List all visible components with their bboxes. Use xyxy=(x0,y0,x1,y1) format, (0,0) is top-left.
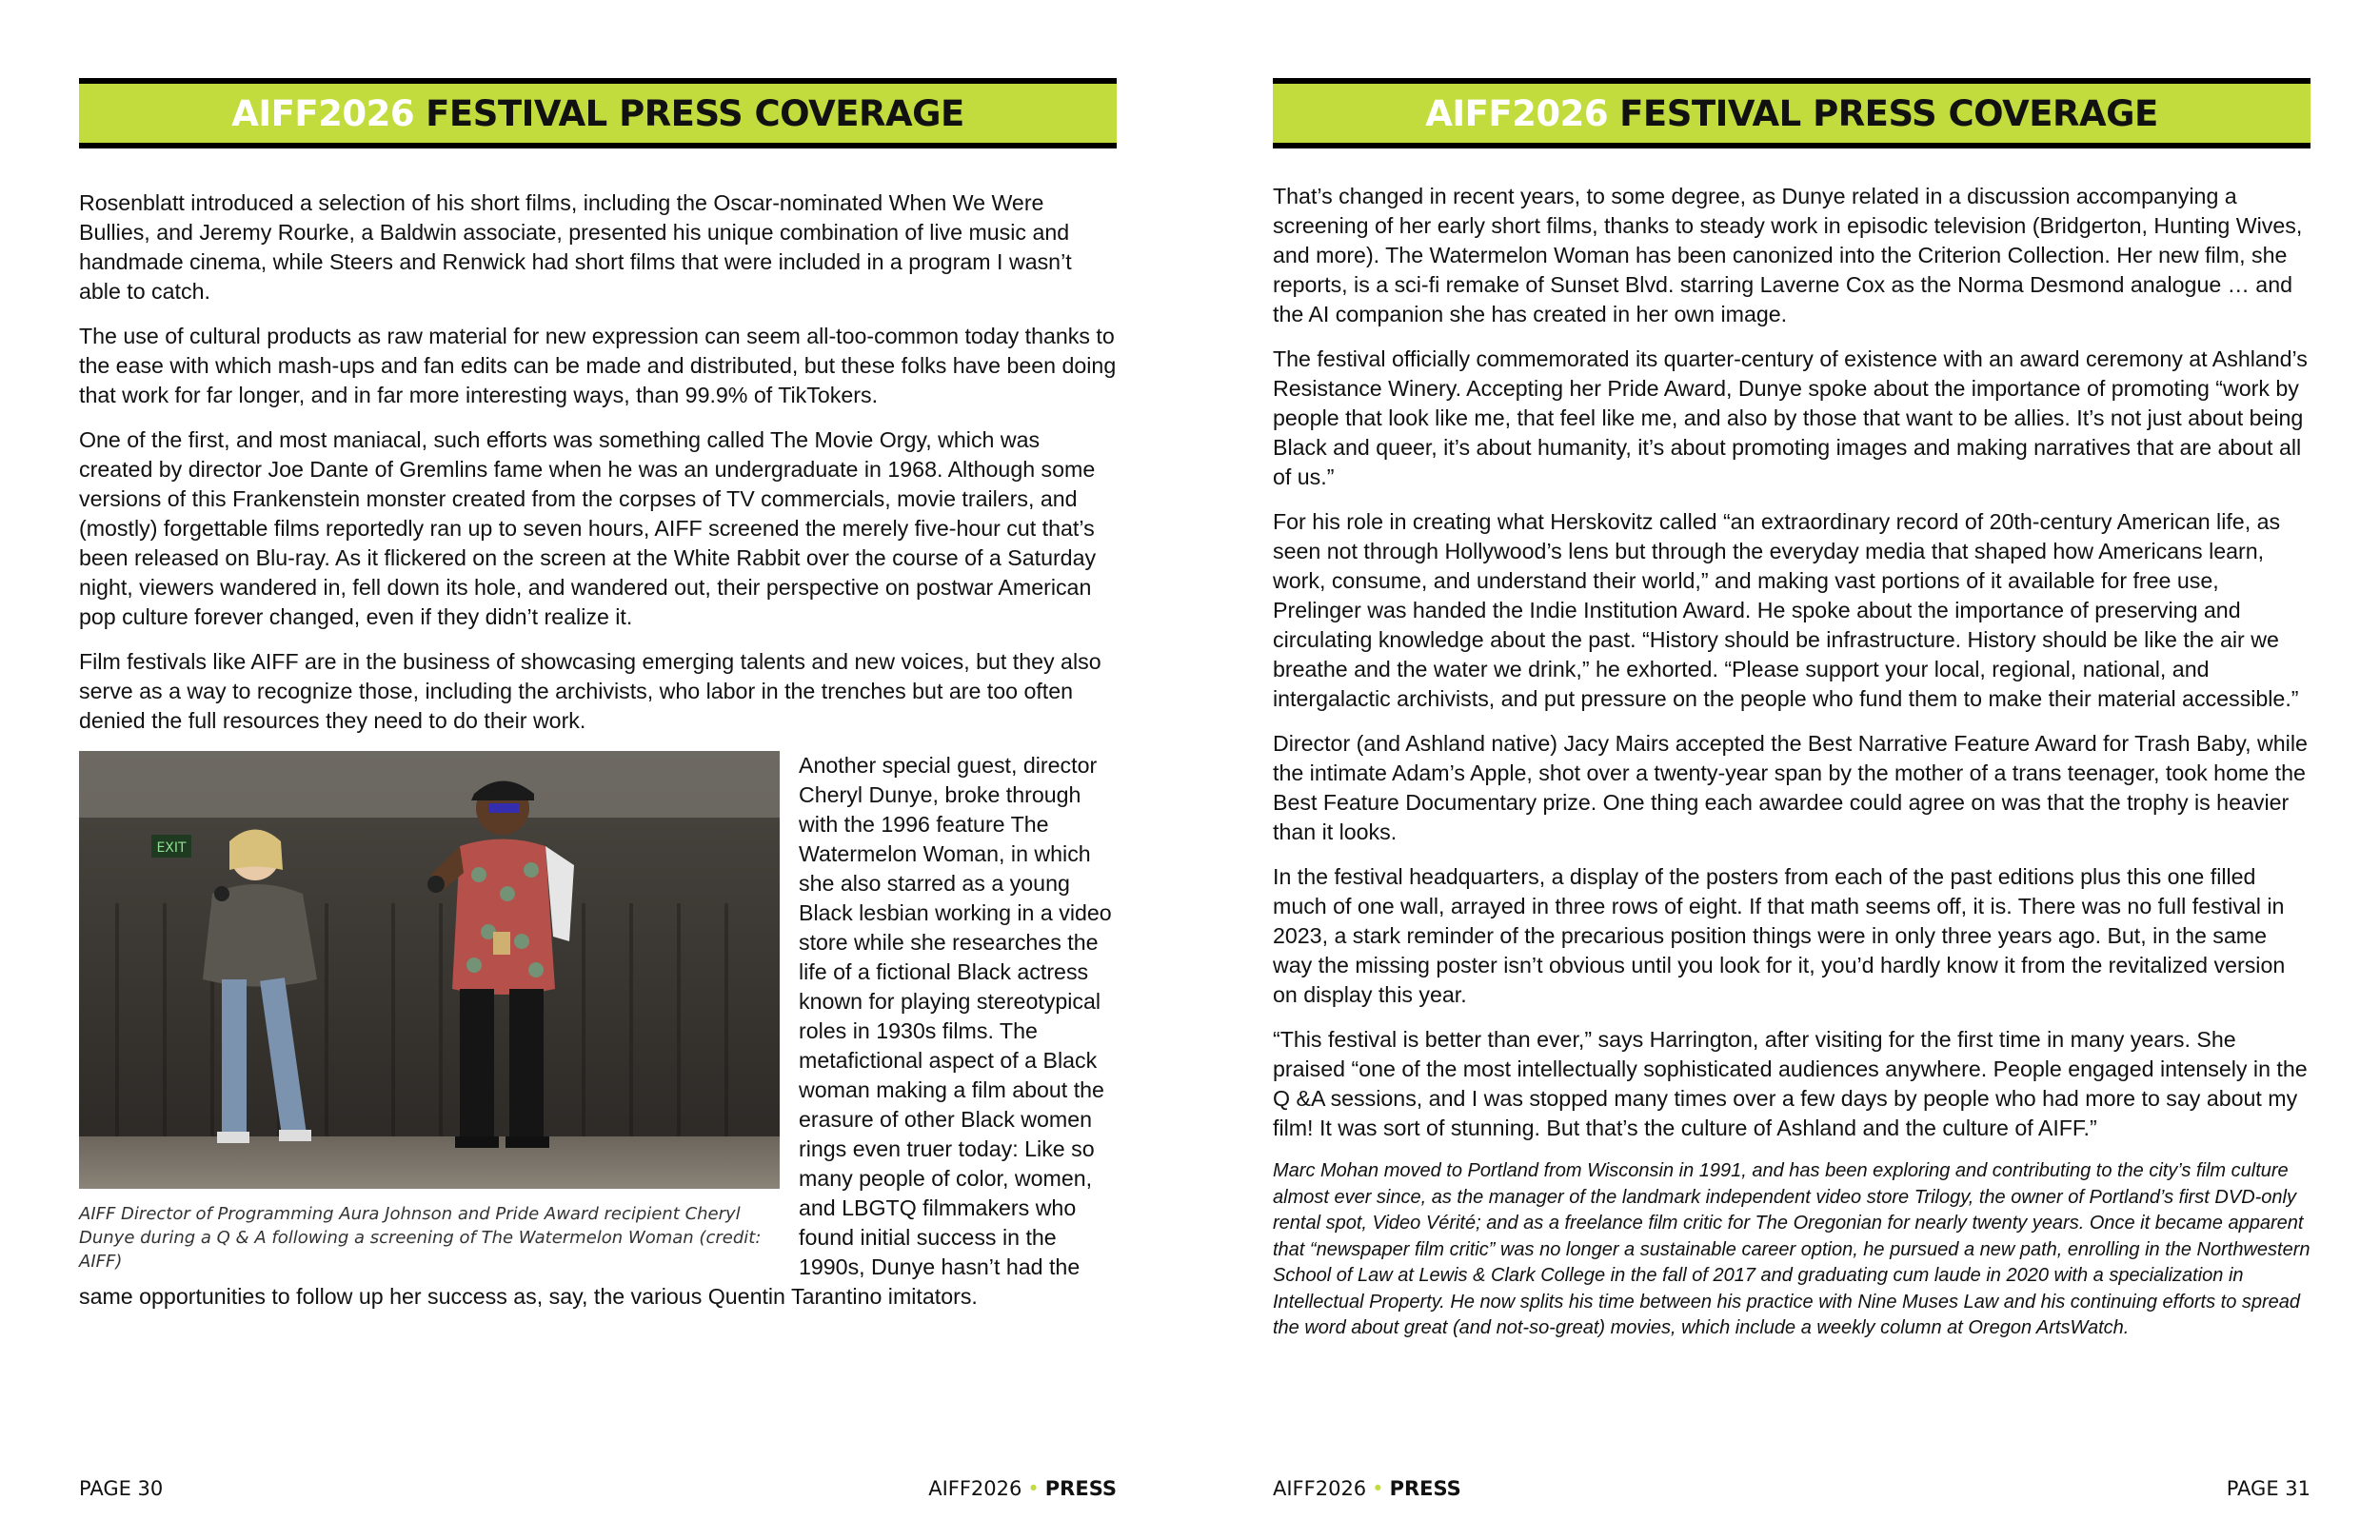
paragraph: One of the first, and most maniacal, such efforts was something called The Movie Orgy, which was created by director Joe Dante of Gremlins fame when he was an undergraduate in 1968. Although some versions of this Frankenstein monster created from the corpses of TV commercials, movie trailers, and (mostly) forgettable films reportedly ran up to seven hours, AIFF screened the merely five-hour cut that’s been released on Blu-ray. As it flickered on the screen at the White Rabbit over the course of a Saturday night, viewers wandered in, fell down its hole, and wandered out, their perspective on postwar American pop culture forever changed, even if they didn’t realize it. xyxy=(79,427,1097,629)
paragraph: That’s changed in recent years, to some degree, as Dunye related in a discussion accompanying a screening of her early short films, thanks to steady work in episodic television (Bridgerton, Hunting Wives, and more). The Watermelon Woman has been canonized into the Criterion Collection. Her new film, she reports, is a sci-fi remake of Sunset Blvd. starring Laverne Cox as the Norma Desmond analogue … and the AI companion she has created in her own image. xyxy=(1273,184,2303,326)
paragraph: Director (and Ashland native) Jacy Mairs accepted the Best Narrative Feature Award for Trash Baby, while the intimate Adam’s Apple, shot over a twenty-year span by the mother of a trans teenager, took home the Best Feature Documentary prize. One thing each awardee could agree on was that the trophy is heavier than it looks. xyxy=(1273,731,2308,844)
banner-title: FESTIVAL PRESS COVERAGE xyxy=(1619,92,2158,134)
page-number: PAGE 31 xyxy=(2226,1477,2311,1500)
section-name: PRESS xyxy=(1389,1477,1461,1500)
banner-accent: AIFF2026 xyxy=(1425,92,1609,134)
publication-label xyxy=(1273,1477,1461,1500)
author-bio: Marc Mohan moved to Portland from Wisconsin in 1991, and has been exploring and contributing to the city’s film culture almost ever since, as the manager of the landmark independent video store Trilogy, the owner of Portland’s first DVD-only rental spot, Video Vérité; and as a freelance film critic for The Oregonian for nearly twenty years. Once it became apparent that “newspaper film critic” was no longer a sustainable career option, he pursued a new path, enrolling in the Northwestern School of Law at Lewis & Clark College in the fall of 2017 and graduating cum laude in 2020 with a specialization in Intellectual Property. He now splits his time between his practice with Nine Muses Law and his continuing efforts to spread the word about great (and not-so-great) movies, which include a weekly column at Oregon ArtsWatch. xyxy=(1273,1160,2311,1338)
photo-caption: AIFF Director of Programming Aura Johnson and Pride Award recipient Cheryl Dunye during a Q & A following a screening of The Watermelon Woman (credit: AIFF) xyxy=(79,1204,762,1272)
article-body-left xyxy=(79,188,1117,1327)
section-banner xyxy=(1273,78,2311,148)
paragraph-wrapped: Another special guest, director Cheryl Dunye, broke through with the 1996 feature The Watermelon Woman, in which she also starred as a young Black lesbian working in a video store while she researches the life of a fictional Black actress known for playing stereotypical roles in 1930s films. The metafictional aspect of a Black woman making a film about the erasure of other Black women rings even truer today: Like so many people of color, women, and LBGTQ filmmakers who found initial success in the 1990s, Dunye hasn’t had the same opportunities to follow up her success as, say, the various Quentin Tarantino imitators. xyxy=(79,753,1112,1309)
publication-name: AIFF2026 xyxy=(928,1477,1022,1500)
paragraph: Rosenblatt introduced a selection of his short films, including the Oscar-nominated When We Were Bullies, and Jeremy Rourke, a Baldwin associate, presented his unique combination of live music and handmade cinema, while Steers and Renwick had short films that were included in a program I wasn’t able to catch. xyxy=(79,190,1072,304)
article-body-right xyxy=(1273,182,2311,1357)
bullet-separator: • xyxy=(1027,1477,1040,1500)
banner-accent: AIFF2026 xyxy=(231,92,415,134)
right-page xyxy=(1273,0,2311,1540)
paragraph: The festival officially commemorated its quarter-century of existence with an award ceremony at Ashland’s Resistance Winery. Accepting her Pride Award, Dunye spoke about the importance of promoting “work by people that look like me, that feel like me, and also by those that want to be allies. It’s not just about being Black and queer, it’s about humanity, it’s about promoting images and making narratives that are about all of us.” xyxy=(1273,346,2308,489)
page-footer xyxy=(79,1477,1117,1506)
paragraph: The use of cultural products as raw material for new expression can seem all-too-common today thanks to the ease with which mash-ups and fan edits can be made and distributed, but these folks have been doing that work for far longer, and in far more interesting ways, than 99.9% of TikTokers. xyxy=(79,324,1117,407)
paragraph: For his role in creating what Herskovitz called “an extraordinary record of 20th-century American life, as seen not through Hollywood’s lens but through the everyday media that shaped how Americans learn, work, consume, and understand their world,” and making vast portions of it available for free use, Prelinger was handed the Indie Institution Award. He spoke about the importance of preserving and circulating knowledge about the past. “History should be infrastructure. History should be like the air we breathe and the water we drink,” he exhorted. “Please support your local, regional, national, and intergalactic archivists, and put pressure on the people who fund them to make their material accessible.” xyxy=(1273,509,2299,711)
photo-illustration xyxy=(79,751,780,1189)
page-number: PAGE 30 xyxy=(79,1477,164,1500)
bullet-separator: • xyxy=(1372,1477,1384,1500)
paragraph: “This festival is better than ever,” says Harrington, after visiting for the first time in many years. She praised “one of the most intellectually sophisticated audiences anywhere. People engaged intensely in the Q &A sessions, and I was stopped many times over a few days by people who had more to say about my film! It was sort of stunning. But that’s the culture of Ashland and the culture of AIFF.” xyxy=(1273,1027,2308,1140)
publication-label xyxy=(928,1477,1117,1500)
publication-name: AIFF2026 xyxy=(1273,1477,1367,1500)
event-photo xyxy=(79,751,780,1189)
section-banner xyxy=(79,78,1117,148)
svg-text:EXIT: EXIT xyxy=(156,840,187,856)
paragraph: In the festival headquarters, a display of the posters from each of the past editions plus this one filled much of one wall, arrayed in three rows of eight. If that math seems off, it is. There was no full festival in 2023, a stark reminder of the precarious position things were in only three years ago. But, in the same way the missing poster isn’t obvious until you look for it, you’d hardly know it from the revitalized version on display this year. xyxy=(1273,864,2286,1007)
page-footer xyxy=(1273,1477,2311,1506)
photo-figure xyxy=(79,751,780,1273)
section-name: PRESS xyxy=(1044,1477,1117,1500)
left-page xyxy=(79,0,1117,1540)
paragraph: Film festivals like AIFF are in the business of showcasing emerging talents and new voices, but they also serve as a way to recognize those, including the archivists, who labor in the trenches but are too often denied the full resources they need to do their work. xyxy=(79,649,1101,733)
banner-title: FESTIVAL PRESS COVERAGE xyxy=(426,92,964,134)
